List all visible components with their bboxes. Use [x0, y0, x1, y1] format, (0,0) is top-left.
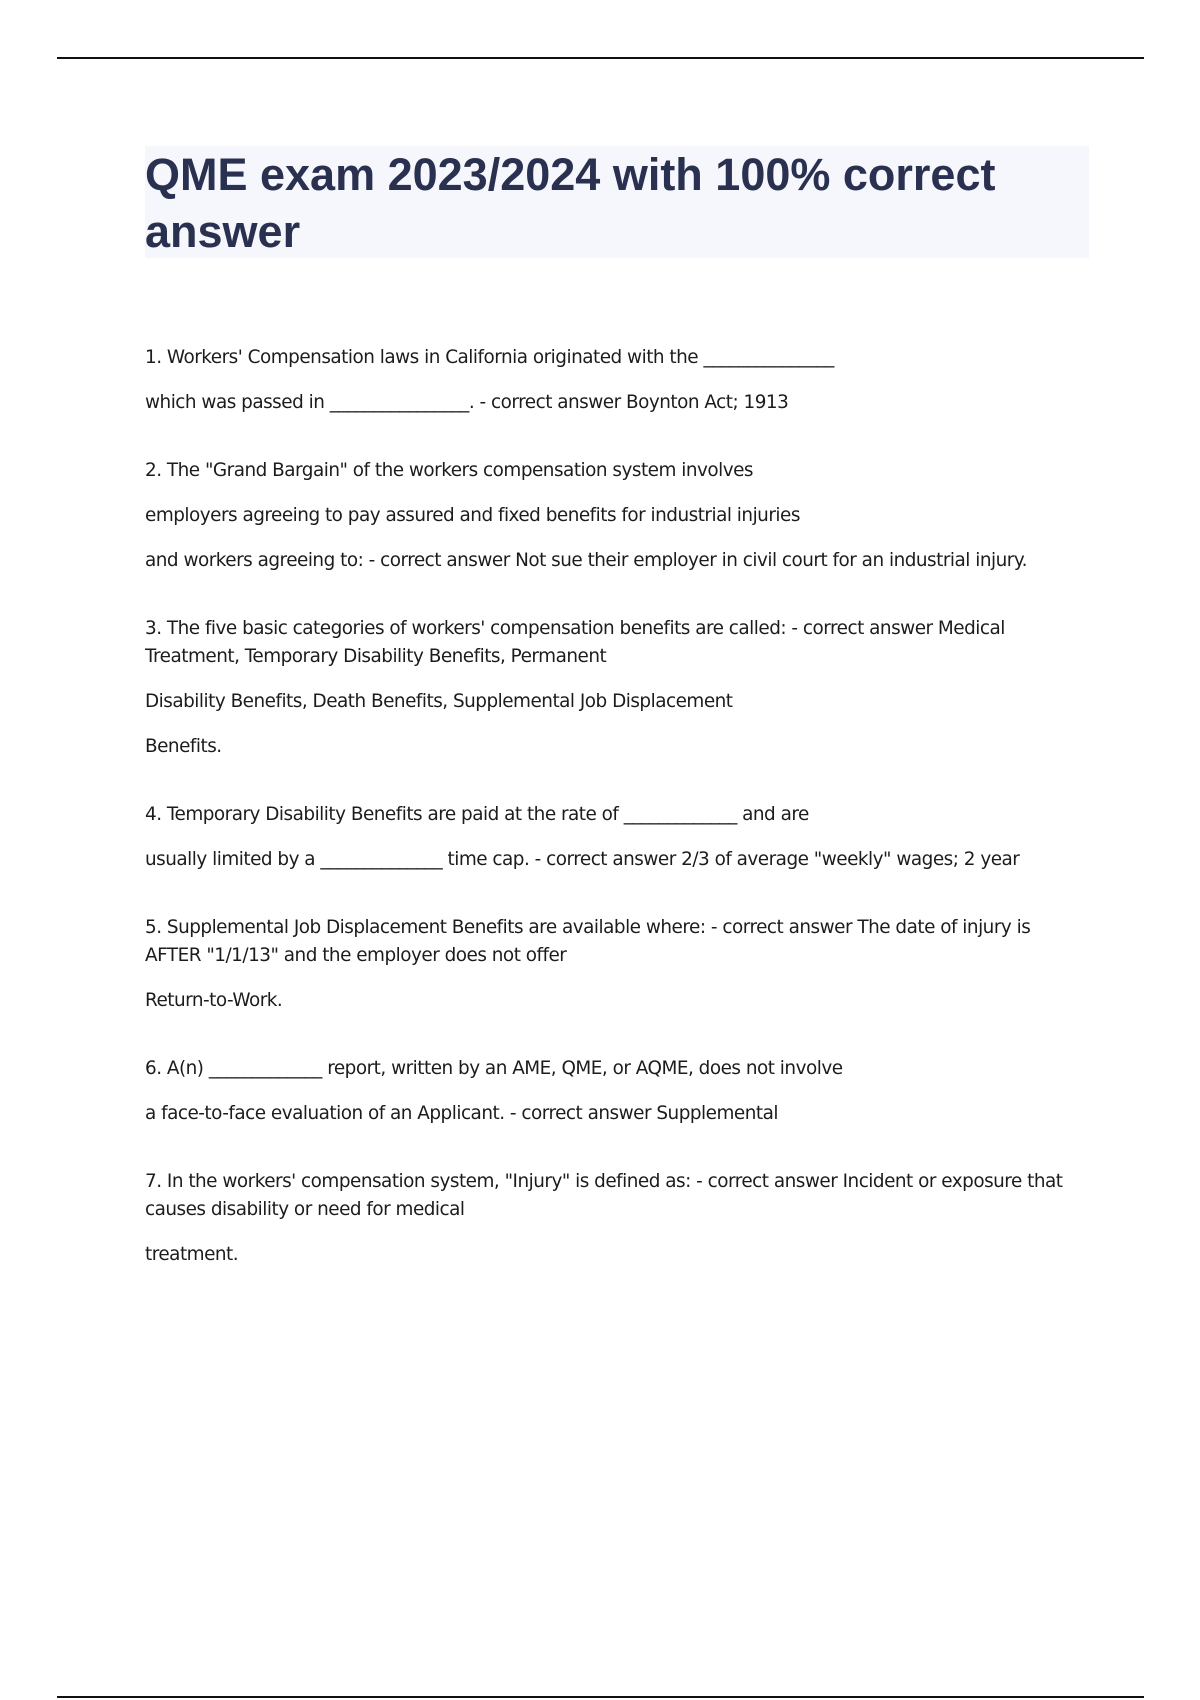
question-7: [145, 1168, 1085, 1269]
question-paragraph: which was passed in ________________. - correct answer Boynton Act; 1913: [145, 392, 789, 413]
top-rule: [57, 57, 1144, 59]
question-paragraph: and workers agreeing to: - correct answer Not sue their employer in civil court for an industrial injury.: [145, 550, 1027, 571]
question-paragraph: 4. Temporary Disability Benefits are paid at the rate of _____________ and are: [145, 804, 809, 825]
question-2: [145, 457, 1085, 575]
question-paragraph: treatment.: [145, 1244, 239, 1265]
question-paragraph: 7. In the workers' compensation system, "Injury" is defined as: - correct answer Incident or exposure that causes disability or need for medical: [145, 1171, 1063, 1220]
question-5: [145, 914, 1085, 1015]
question-paragraph: usually limited by a ______________ time cap. - correct answer 2/3 of average "weekly" wages; 2 year: [145, 849, 1020, 870]
bottom-rule: [57, 1696, 1144, 1698]
question-paragraph: 6. A(n) _____________ report, written by an AME, QME, or AQME, does not involve: [145, 1058, 843, 1079]
question-paragraph: employers agreeing to pay assured and fixed benefits for industrial injuries: [145, 505, 800, 526]
question-paragraph: Disability Benefits, Death Benefits, Supplemental Job Displacement: [145, 691, 733, 712]
question-paragraph: 2. The "Grand Bargain" of the workers compensation system involves: [145, 460, 754, 481]
document-title: QME exam 2023/2024 with 100% correct answer: [145, 149, 996, 257]
question-paragraph: a face-to-face evaluation of an Applicant. - correct answer Supplemental: [145, 1103, 778, 1124]
question-paragraph: 3. The five basic categories of workers' compensation benefits are called: - correct answer Medical Treatment, Temporary Disability Benefits, Permanent: [145, 618, 1005, 667]
question-paragraph: 5. Supplemental Job Displacement Benefits are available where: - correct answer The date of injury is AFTER "1/1/13" and the employer does not offer: [145, 917, 1031, 966]
questions-list: [145, 344, 1085, 1309]
question-1: [145, 344, 1085, 417]
question-paragraph: Return-to-Work.: [145, 990, 283, 1011]
question-4: [145, 801, 1085, 874]
question-paragraph: 1. Workers' Compensation laws in California originated with the _______________: [145, 347, 834, 368]
question-paragraph: Benefits.: [145, 736, 222, 757]
question-6: [145, 1055, 1085, 1128]
question-3: [145, 615, 1085, 761]
